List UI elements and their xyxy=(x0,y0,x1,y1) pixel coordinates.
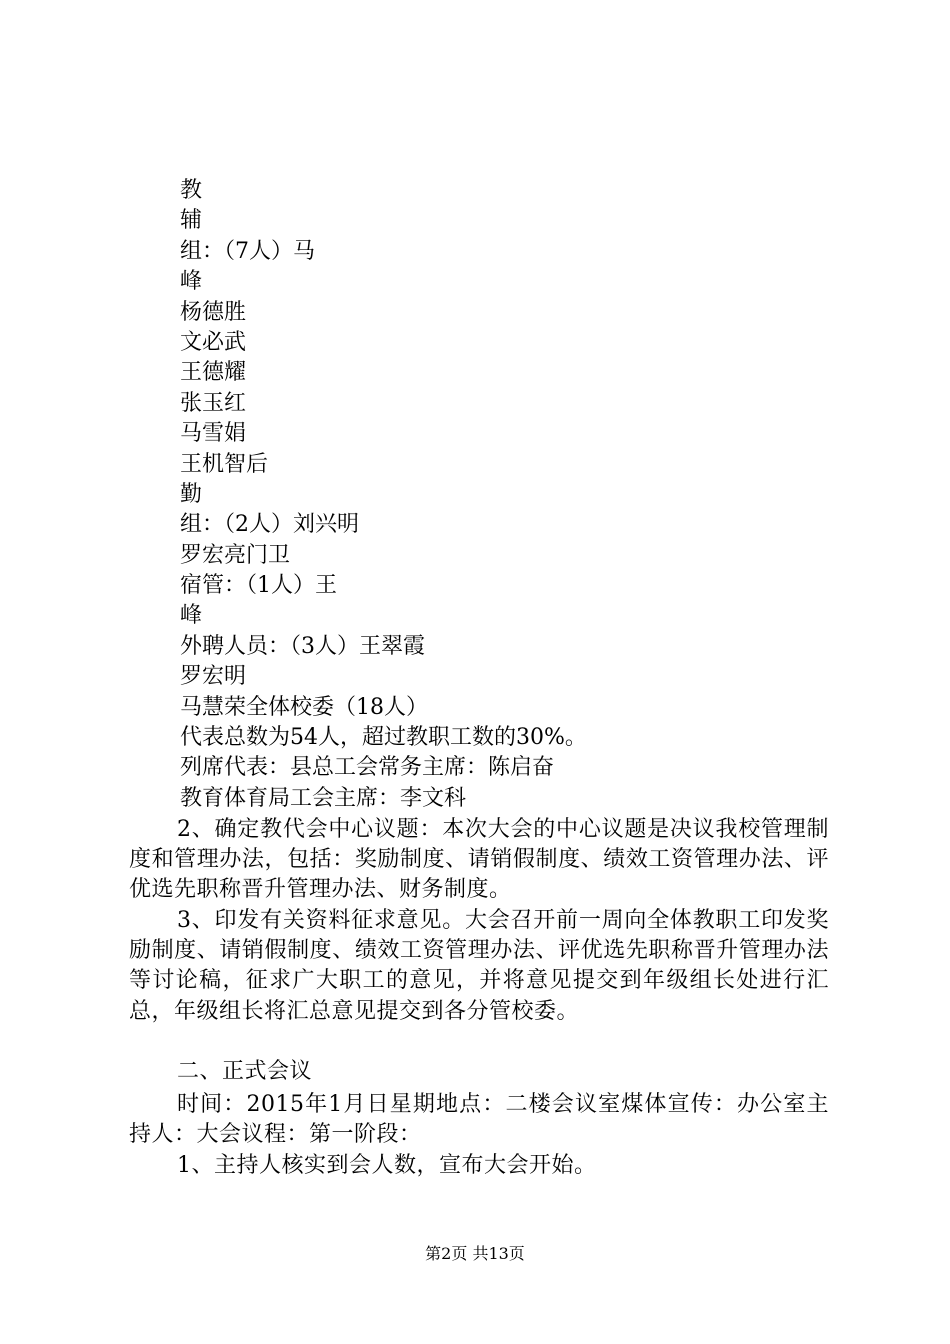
member-list xyxy=(180,176,840,814)
list-line: 马雪娟 xyxy=(180,421,247,447)
list-line: 王机智后 xyxy=(180,451,269,477)
paragraph-agenda-step-1: 1、主持人核实到会人数，宣布大会开始。 xyxy=(177,1153,597,1178)
list-line: 列席代表：县总工会常务主席：陈启奋 xyxy=(180,755,555,781)
list-line: 教育体育局工会主席：李文科 xyxy=(180,785,467,811)
page-footer: 第2页 共13页 xyxy=(425,1244,525,1263)
paragraph-agenda-topic: 2、确定教代会中心议题：本次大会的中心议题是决议我校管理制度和管理办法，包括：奖励制度、请销假制度、绩效工资管理办法、评优选先职称晋升管理办法、财务制度。 xyxy=(129,817,829,903)
list-line: 杨德胜 xyxy=(180,299,247,325)
list-line: 峰 xyxy=(180,603,203,629)
list-line: 峰 xyxy=(180,269,203,295)
list-line: 教 xyxy=(180,178,203,203)
list-line: 代表总数为54人，超过教职工数的30%。 xyxy=(180,725,587,751)
list-line: 马慧荣全体校委（18人） xyxy=(180,694,428,720)
list-line: 张玉红 xyxy=(180,390,247,416)
list-line: 勤 xyxy=(180,481,203,507)
list-line: 宿管：（1人）王 xyxy=(180,573,337,599)
list-line: 辅 xyxy=(180,208,203,234)
list-line: 罗宏亮门卫 xyxy=(180,542,291,568)
section-heading-formal-meeting: 二、正式会议 xyxy=(177,1059,313,1084)
list-line: 王德耀 xyxy=(180,360,247,386)
list-line: 组：（7人）马 xyxy=(180,238,315,264)
list-line: 外聘人员：（3人）王翠霞 xyxy=(180,633,425,659)
paragraph-materials: 3、印发有关资料征求意见。大会召开前一周向全体教职工印发奖励制度、请销假制度、绩效工资管理办法、评优选先职称晋升管理办法等讨论稿，征求广大职工的意见，并将意见提交到年级组长处进行汇总，年级组长将汇总意见提交到各分管校委。 xyxy=(129,908,829,1024)
list-line: 组：（2人）刘兴明 xyxy=(180,512,359,538)
list-line: 文必武 xyxy=(180,329,247,355)
list-line: 罗宏明 xyxy=(180,664,247,690)
paragraph-meeting-time: 时间：2015年1月日星期地点：二楼会议室煤体宣传：办公室主持人：大会议程：第一阶段： xyxy=(129,1092,829,1148)
